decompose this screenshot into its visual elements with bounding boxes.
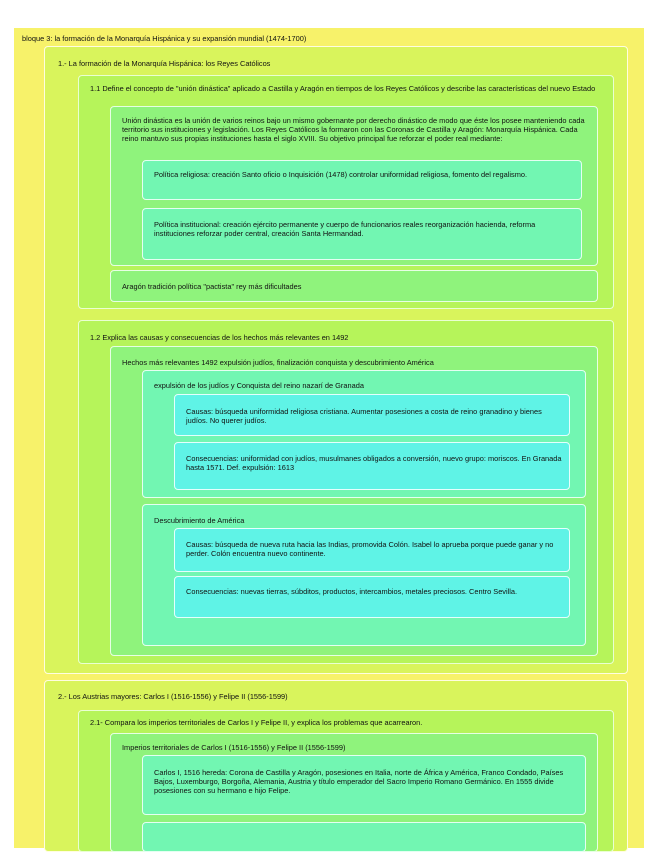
root-title: bloque 3: la formación de la Monarquía Hispánica y su expansión mundial (1474-1700) bbox=[22, 34, 307, 43]
aragon-text: Aragón tradición política "pactista" rey más dificultades bbox=[122, 282, 302, 291]
imperios-text: Imperios territoriales de Carlos I (1516-1556) y Felipe II (1556-1599) bbox=[122, 743, 346, 752]
descubrimiento-consecuencias-text: Consecuencias: nuevas tierras, súbditos, productos, intercambios, metales preciosos. Centro Sevilla. bbox=[186, 587, 518, 596]
politica-institucional-text: Política institucional: creación ejército permanente y cuerpo de funcionarios reales reorganización hacienda, reforma instituciones reforzar poder central, creación Santa Hermandad. bbox=[154, 220, 536, 238]
question-1-2-title: 1.2 Explica las causas y consecuencias de los hechos más relevantes en 1492 bbox=[90, 333, 349, 342]
section-1-title: 1.- La formación de la Monarquía Hispánica: los Reyes Católicos bbox=[58, 59, 271, 68]
politica-religiosa-text: Política religiosa: creación Santo oficio o Inquisición (1478) controlar uniformidad religiosa, fomento del regalismo. bbox=[154, 170, 528, 179]
question-1-1-title: 1.1 Define el concepto de "unión dinástica" aplicado a Castilla y Aragón en tiempos de los Reyes Católicos y describe las características del nuevo Estado bbox=[90, 84, 596, 93]
union-dinastica-text: Unión dinástica es la unión de varios reinos bajo un mismo gobernante por derecho dinástico de modo que éste los posee manteniendo cada territorio sus instituciones y legislación. Los Reyes Católicos la formaron con las Coronas de Castilla y Aragón: Monarquía Hispánica. Cada reino mantuvo sus propias instituciones hasta el siglo XVIII. Su objetivo principal fue reforzar el poder real mediante: bbox=[122, 116, 585, 143]
descubrimiento-consecuencias-box bbox=[174, 576, 570, 618]
politica-religiosa-box bbox=[142, 160, 582, 200]
expulsion-title: expulsión de los judíos y Conquista del reino nazarí de Granada bbox=[154, 381, 364, 390]
carlos-text: Carlos I, 1516 hereda: Corona de Castilla y Aragón, posesiones en Italia, norte de África y América, Franco Condado, Países Bajos, Luxemburgo, Borgoña, Alemania, Austria y título emperador del Sacro Imperio Romano Germánico. En 1555 divide posesiones con su hermano e hijo Felipe. bbox=[154, 768, 564, 795]
question-2-1-title: 2.1- Compara los imperios territoriales de Carlos I y Felipe II, y explica los problemas que acarrearon. bbox=[90, 718, 423, 727]
descubrimiento-title: Descubrimiento de América bbox=[154, 516, 245, 525]
hechos-1492-text: Hechos más relevantes 1492 expulsión judíos, finalización conquista y descubrimiento América bbox=[122, 358, 434, 367]
expulsion-causas-text: Causas: búsqueda uniformidad religiosa cristiana. Aumentar posesiones a costa de reino granadino y bienes judíos. No querer judíos. bbox=[186, 407, 542, 425]
section-2-title: 2.- Los Austrias mayores: Carlos I (1516-1556) y Felipe II (1556-1599) bbox=[58, 692, 288, 701]
expulsion-consecuencias-text: Consecuencias: uniformidad con judíos, musulmanes obligados a conversión, nuevo grupo: moriscos. En Granada hasta 1571. Def. expulsión: 1613 bbox=[186, 454, 562, 472]
descubrimiento-causas-text: Causas: búsqueda de nueva ruta hacia las Indias, promovida Colón. Isabel lo aprueba porque puede ganar y no perder. Colón encuentra nuevo continente. bbox=[186, 540, 554, 558]
descubrimiento-box bbox=[142, 504, 586, 646]
